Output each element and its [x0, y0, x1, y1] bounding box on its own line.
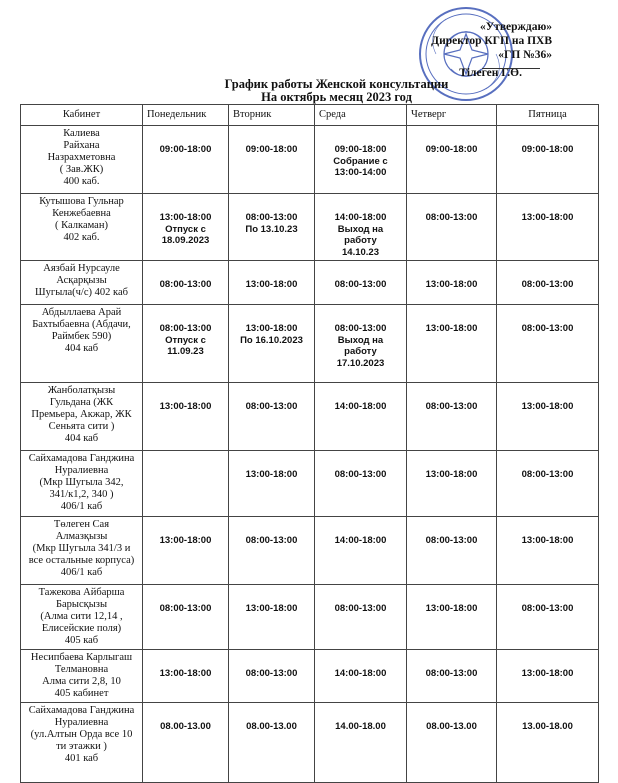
schedule-cell	[315, 194, 407, 261]
schedule-line: 08:00-13:00	[245, 535, 298, 546]
schedule-line: 08:00-13:00	[334, 279, 387, 290]
schedule-cell	[143, 703, 229, 783]
approval-line-1: «Утверждаю»	[480, 21, 552, 33]
title-line-2: На октябрь месяц 2023 год	[261, 90, 412, 104]
schedule-line: 13:00-18:00	[425, 323, 478, 334]
schedule-line: 11.09.23	[167, 346, 204, 357]
schedule-line: 08:00-13:00	[425, 401, 478, 412]
schedule-line: 13:00-14:00	[334, 167, 387, 178]
table-row	[21, 383, 599, 451]
schedule-line: 08.00-13.00	[426, 721, 477, 732]
staff-name-line: Барысқызы	[55, 599, 107, 610]
staff-name-line: Райхана	[63, 140, 100, 151]
schedule-line: 08.00-13.00	[160, 721, 211, 732]
schedule-cell	[497, 517, 599, 585]
schedule-cell	[229, 261, 315, 305]
staff-name-line: Жанболатқызы	[47, 385, 116, 396]
staff-cell	[21, 126, 143, 194]
schedule-cell	[497, 703, 599, 783]
staff-name-line: (Алма сити 12,14 ,	[40, 611, 123, 622]
staff-name-line: 404 каб	[64, 433, 99, 444]
staff-name-line: Алмазқызы	[55, 531, 108, 542]
staff-name-line: Телмановна	[54, 664, 109, 675]
schedule-line: 08:00-13:00	[521, 469, 574, 480]
staff-name-line: (Мкр Шугыла 341/3 и	[32, 543, 131, 554]
staff-cell	[21, 451, 143, 517]
schedule-line: 09:00-18:00	[334, 144, 387, 155]
staff-name-line: Нуралиевна	[54, 465, 109, 476]
schedule-line: 13:00-18:00	[521, 401, 574, 412]
schedule-cell	[407, 383, 497, 451]
schedule-line: 14.00-18.00	[335, 721, 386, 732]
schedule-line: 14:00-18:00	[334, 535, 387, 546]
approval-line-2: Директор КГП на ПХВ	[431, 35, 552, 47]
staff-name-line: Кенжебаевна	[52, 208, 111, 219]
schedule-line: Отпуск с	[165, 223, 206, 235]
staff-name-line: Алма сити 2,8, 10	[42, 676, 121, 687]
staff-name-line: Сеньята сити )	[48, 421, 115, 432]
header-friday: Пятница	[497, 105, 599, 126]
schedule-cell	[407, 194, 497, 261]
staff-name-line: Раймбек 590)	[51, 331, 112, 342]
schedule-line: 13.00-18.00	[522, 721, 573, 732]
schedule-line: По 13.10.23	[245, 223, 298, 235]
schedule-line: 13:00-18:00	[159, 401, 212, 412]
staff-name-line: Шугыла(ч/с) 402 каб	[35, 287, 128, 298]
schedule-cell	[143, 305, 229, 383]
schedule-line: 08:00-13:00	[245, 212, 298, 223]
staff-name-line: Премьера, Акжар, ЖК	[31, 409, 132, 420]
schedule-cell	[143, 126, 229, 194]
schedule-line: 13:00-18:00	[159, 212, 212, 223]
staff-name-line: ( Калкаман)	[55, 220, 108, 231]
staff-cell	[21, 650, 143, 703]
schedule-cell	[143, 451, 229, 517]
staff-name-line: ( Зав.ЖК)	[59, 164, 104, 175]
schedule-line: 13:00-18:00	[245, 469, 298, 480]
schedule-cell	[315, 585, 407, 650]
staff-cell	[21, 194, 143, 261]
schedule-line: 13:00-18:00	[521, 212, 574, 223]
approval-line-3: «ГП №36»	[498, 49, 552, 61]
schedule-line: 13:00-18:00	[521, 668, 574, 679]
header-wednesday: Среда	[315, 105, 407, 126]
schedule-line: 13:00-18:00	[245, 603, 298, 614]
schedule-line: работу	[344, 235, 377, 246]
schedule-line: 08:00-13:00	[425, 668, 478, 679]
header-thursday: Четверг	[407, 105, 497, 126]
schedule-line: 08:00-13:00	[159, 603, 212, 614]
staff-cell	[21, 305, 143, 383]
schedule-cell	[407, 261, 497, 305]
staff-cell	[21, 585, 143, 650]
schedule-line: 14:00-18:00	[334, 212, 387, 223]
staff-name-line: Калиева	[63, 128, 100, 139]
staff-name-line: 400 каб.	[63, 176, 100, 187]
staff-name-line: Төлеген Сая	[53, 519, 110, 530]
staff-name-line: Асқарқызы	[56, 275, 107, 286]
schedule-line: 13:00-18:00	[245, 323, 298, 334]
schedule-cell	[143, 517, 229, 585]
schedule-line: 08:00-13:00	[521, 603, 574, 614]
schedule-body	[21, 126, 599, 783]
approval-block	[352, 20, 552, 80]
schedule-line: 17.10.2023	[336, 357, 385, 369]
schedule-line: 14:00-18:00	[334, 668, 387, 679]
schedule-cell	[497, 126, 599, 194]
signature-line	[482, 68, 540, 69]
schedule-line: 08:00-13:00	[521, 323, 574, 334]
schedule-line: 08:00-13:00	[425, 535, 478, 546]
table-row	[21, 261, 599, 305]
schedule-line: 08:00-13:00	[245, 401, 298, 412]
schedule-cell	[407, 451, 497, 517]
table-row	[21, 126, 599, 194]
schedule-line: работу	[344, 346, 377, 357]
staff-name-line: 405 кабинет	[54, 688, 109, 699]
schedule-line: 13:00-18:00	[521, 535, 574, 546]
schedule-cell	[315, 261, 407, 305]
staff-name-line: Нуралиевна	[54, 717, 109, 728]
schedule-cell	[143, 194, 229, 261]
schedule-cell	[229, 194, 315, 261]
schedule-line: 09:00-18:00	[521, 144, 574, 155]
header-monday: Понедельник	[143, 105, 229, 126]
schedule-cell	[229, 451, 315, 517]
staff-cell	[21, 383, 143, 451]
table-row	[21, 650, 599, 703]
approval-signatory: Тілеген Г.Ө.	[459, 67, 522, 79]
schedule-cell	[497, 451, 599, 517]
staff-name-line: 341/к1,2, 340 )	[49, 489, 114, 500]
document-title	[0, 78, 618, 104]
header-tuesday: Вторник	[229, 105, 315, 126]
schedule-cell	[497, 305, 599, 383]
schedule-cell	[315, 650, 407, 703]
schedule-line: 13:00-18:00	[159, 535, 212, 546]
schedule-line: 13:00-18:00	[425, 469, 478, 480]
schedule-cell	[497, 650, 599, 703]
schedule-line: 13:00-18:00	[425, 603, 478, 614]
schedule-line: 18.09.2023	[161, 235, 210, 246]
table-row	[21, 305, 599, 383]
schedule-line: 08:00-13:00	[159, 279, 212, 290]
schedule-line: 13:00-18:00	[159, 668, 212, 679]
schedule-line: Выход на	[337, 223, 384, 235]
schedule-cell	[229, 126, 315, 194]
schedule-cell	[229, 703, 315, 783]
schedule-line: 14:00-18:00	[334, 401, 387, 412]
staff-name-line: Бахтыбаевна (Абдачи,	[32, 319, 131, 330]
staff-cell	[21, 703, 143, 783]
schedule-cell	[315, 517, 407, 585]
staff-name-line: Аязбай Нурсауле	[43, 263, 120, 274]
staff-cell	[21, 517, 143, 585]
schedule-cell	[497, 194, 599, 261]
table-row	[21, 194, 599, 261]
staff-name-line: Тажекова Айбарша	[38, 587, 125, 598]
schedule-line: 09:00-18:00	[159, 144, 212, 155]
schedule-line: 08:00-13:00	[245, 668, 298, 679]
staff-name-line: (ул.Алтын Орда все 10	[30, 729, 133, 740]
schedule-line: 08:00-13:00	[159, 323, 212, 334]
staff-name-line: Кутышова Гульнар	[39, 196, 124, 207]
staff-name-line: 406/1 каб	[60, 501, 103, 512]
staff-cell	[21, 261, 143, 305]
title-line-1: График работы Женской консультации	[224, 77, 449, 91]
schedule-line: 13:00-18:00	[425, 279, 478, 290]
schedule-cell	[143, 585, 229, 650]
schedule-cell	[497, 585, 599, 650]
schedule-cell	[407, 305, 497, 383]
schedule-line: 08:00-13:00	[334, 323, 387, 334]
schedule-line: 08:00-13:00	[425, 212, 478, 223]
schedule-cell	[315, 703, 407, 783]
schedule-cell	[229, 585, 315, 650]
staff-name-line: 402 каб.	[63, 232, 100, 243]
staff-name-line: 404 каб	[64, 343, 99, 354]
schedule-line: 09:00-18:00	[245, 144, 298, 155]
schedule-cell	[407, 517, 497, 585]
staff-name-line: (Мкр Шугыла 342,	[39, 477, 124, 488]
staff-name-line: Сайхамадова Ганджина	[28, 705, 135, 716]
schedule-line: По 16.10.2023	[240, 334, 303, 346]
schedule-line: Выход на	[337, 334, 384, 346]
schedule-cell	[229, 383, 315, 451]
table-row	[21, 451, 599, 517]
schedule-cell	[497, 261, 599, 305]
staff-name-line: 406/1 каб	[60, 567, 103, 578]
schedule-cell	[315, 451, 407, 517]
schedule-line: 14.10.23	[342, 246, 379, 258]
table-row	[21, 585, 599, 650]
staff-name-line: Сайхамадова Ганджина	[28, 453, 135, 464]
schedule-cell	[315, 126, 407, 194]
staff-name-line: Абдыллаева Арай	[41, 307, 122, 318]
schedule-line: 13:00-18:00	[245, 279, 298, 290]
schedule-cell	[407, 703, 497, 783]
staff-name-line: ти этажки )	[56, 741, 107, 752]
schedule-line: 08:00-13:00	[334, 603, 387, 614]
schedule-line: 09:00-18:00	[425, 144, 478, 155]
header-cabinet: Кабинет	[21, 105, 143, 126]
schedule-line: Собрание с	[333, 155, 388, 167]
table-row	[21, 703, 599, 783]
schedule-cell	[229, 517, 315, 585]
staff-name-line: 401 каб	[64, 753, 99, 764]
staff-name-line: Гульдана (ЖК	[49, 397, 114, 408]
schedule-cell	[315, 305, 407, 383]
staff-name-line: Елисейские поля)	[41, 623, 122, 634]
schedule-line: Отпуск с	[165, 334, 206, 346]
staff-name-line: все остальные корпуса)	[28, 555, 135, 566]
schedule-cell	[143, 261, 229, 305]
staff-name-line: 405 каб	[64, 635, 99, 646]
schedule-cell	[229, 305, 315, 383]
table-header-row	[21, 105, 599, 126]
schedule-cell	[407, 585, 497, 650]
table-row	[21, 517, 599, 585]
schedule-cell	[407, 650, 497, 703]
schedule-cell	[315, 383, 407, 451]
schedule-table	[20, 104, 599, 783]
schedule-cell	[497, 383, 599, 451]
staff-name-line: Назрахметовна	[47, 152, 116, 163]
schedule-cell	[407, 126, 497, 194]
schedule-line: 08:00-13:00	[521, 279, 574, 290]
schedule-cell	[143, 650, 229, 703]
schedule-line: 08.00-13.00	[246, 721, 297, 732]
schedule-cell	[143, 383, 229, 451]
staff-name-line: Несипбаева Карлыгаш	[30, 652, 133, 663]
schedule-cell	[229, 650, 315, 703]
schedule-line: 08:00-13:00	[334, 469, 387, 480]
